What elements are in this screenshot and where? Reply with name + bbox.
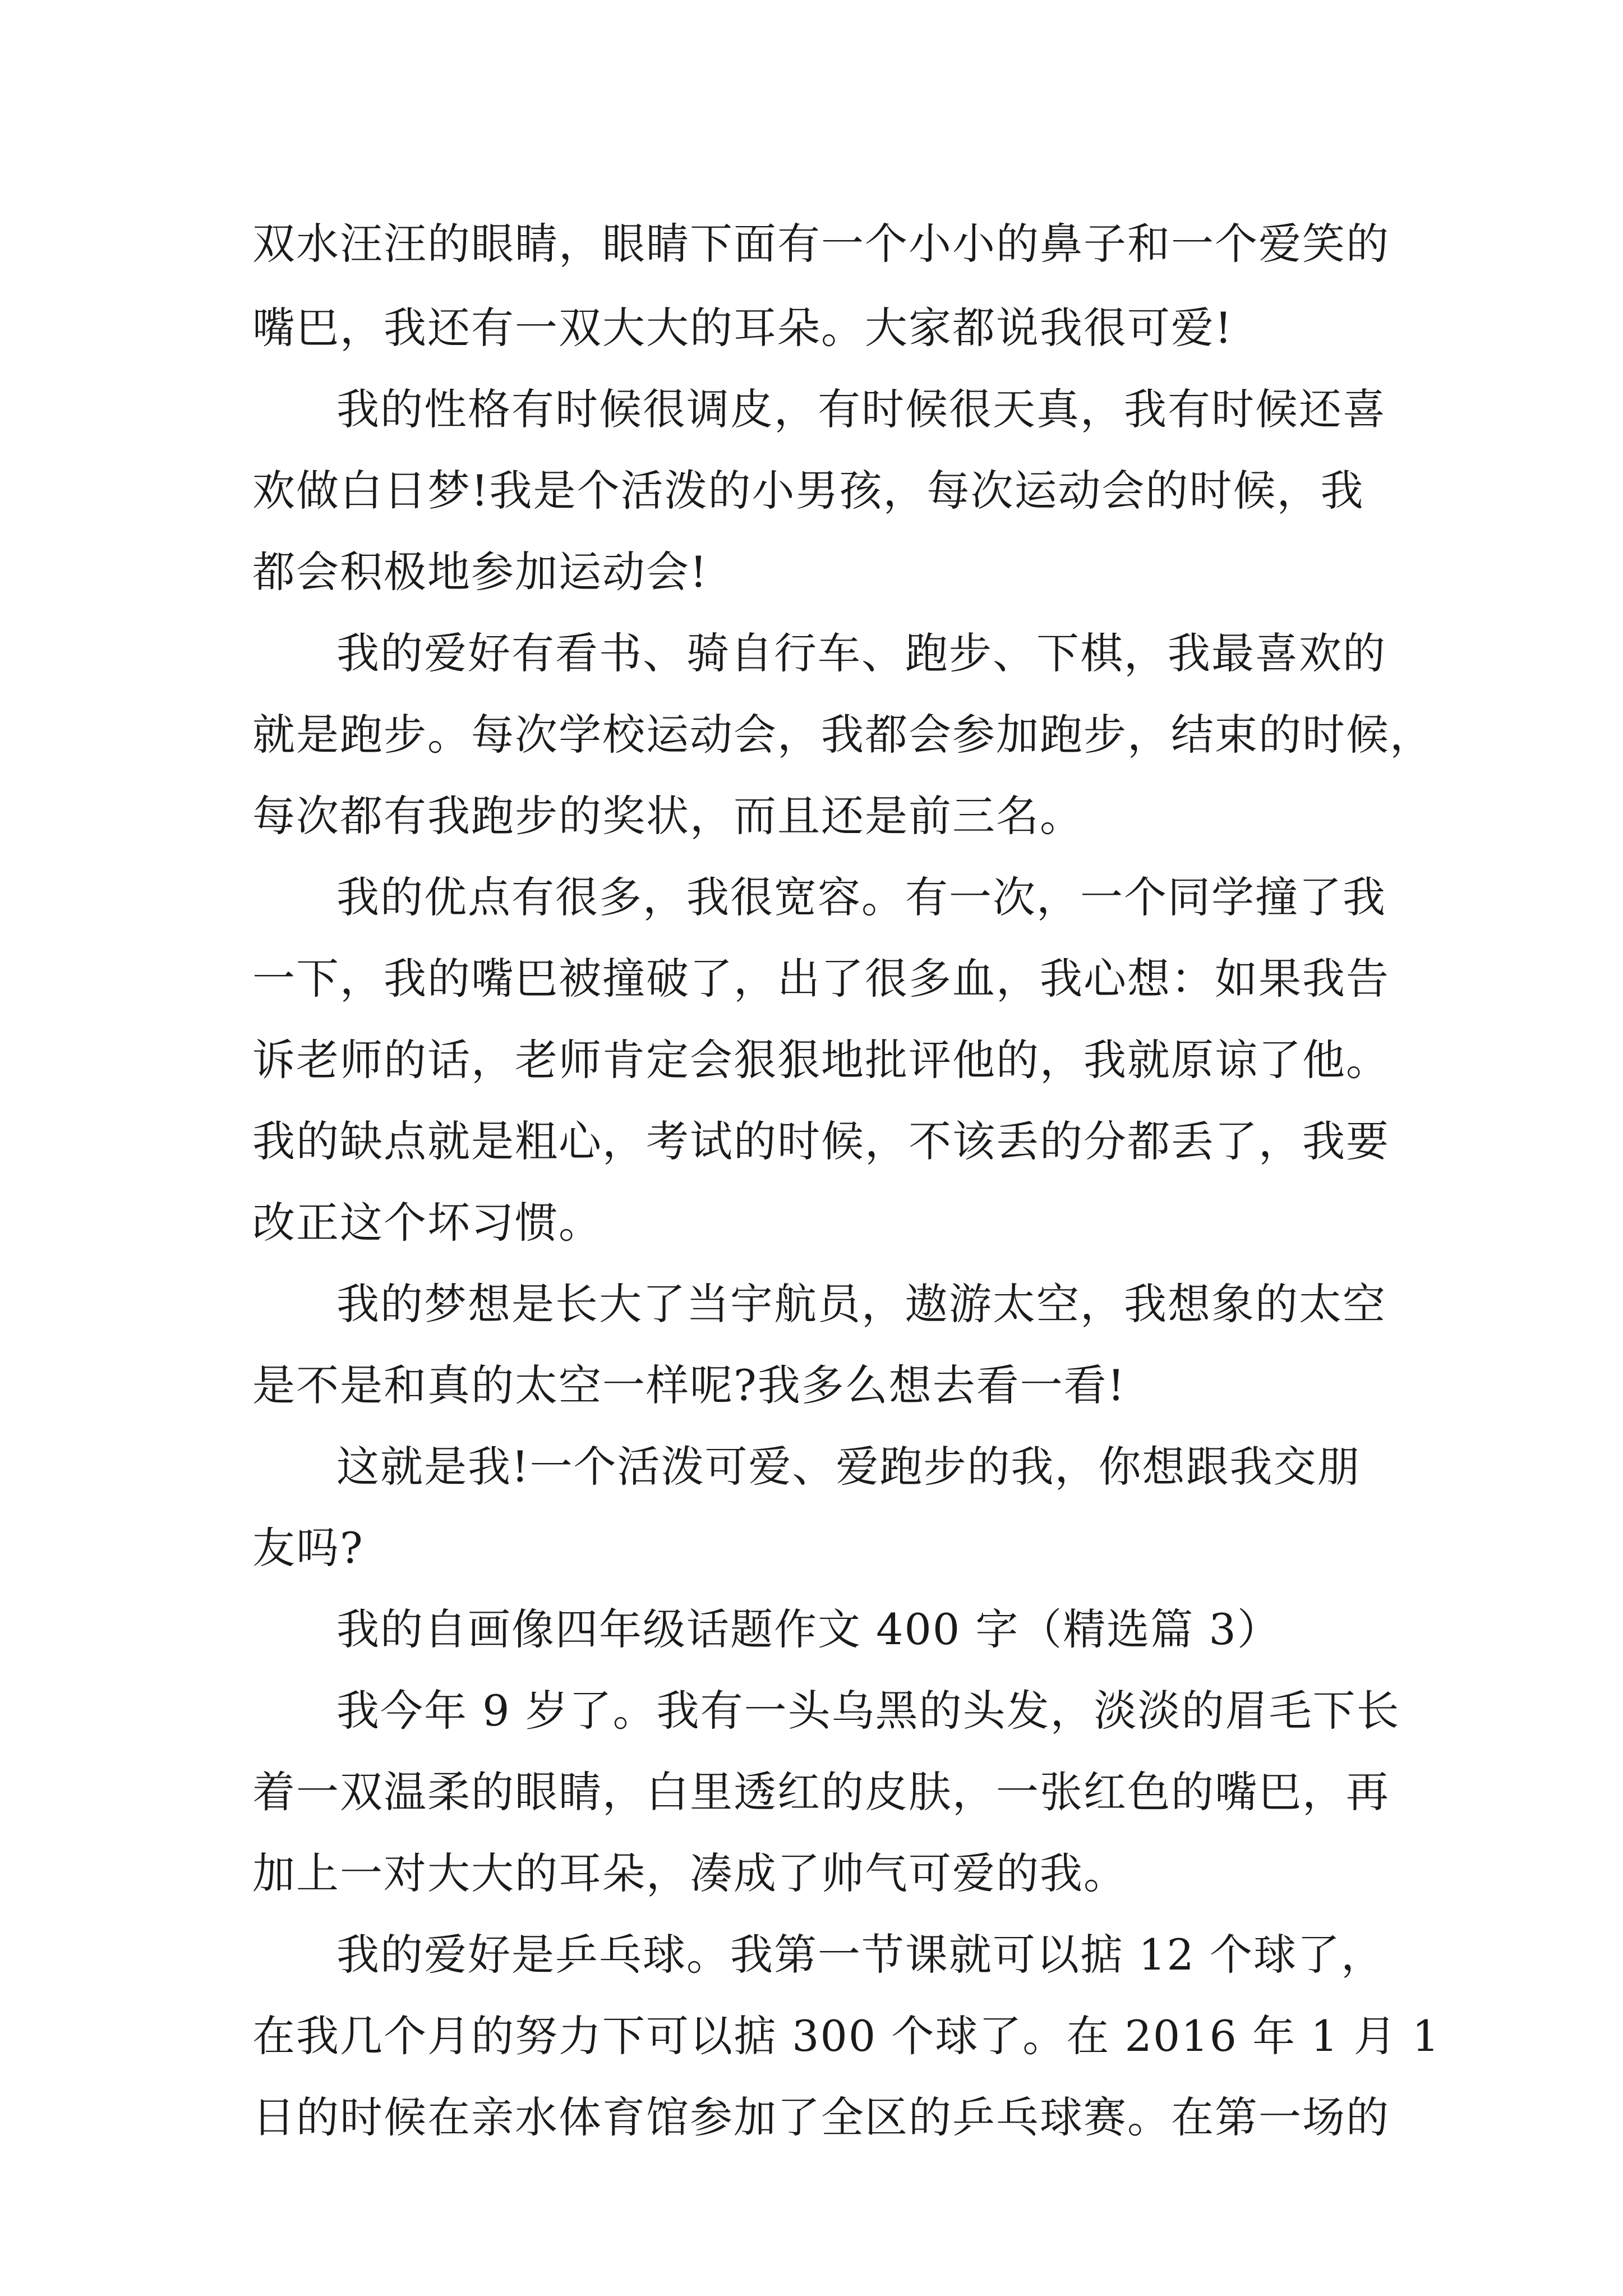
text-line: 欢做白日梦!我是个活泼的小男孩，每次运动会的时候，我	[252, 466, 1364, 516]
text-line: 都会积极地参加运动会!	[252, 547, 708, 597]
text-line: 在我几个月的努力下可以掂 300 个球了。在 2016 年 1 月 1	[252, 2011, 1441, 2061]
text-line: 每次都有我跑步的奖状，而且还是前三名。	[252, 791, 1083, 841]
text-line: 我的性格有时候很调皮，有时候很天真，我有时候还喜	[336, 384, 1386, 434]
text-line: 是不是和真的太空一样呢?我多么想去看一看!	[252, 1360, 1126, 1410]
text-line: 我的爱好是乒乓球。我第一节课就可以掂 12 个球了，	[336, 1930, 1385, 1980]
text-line: 嘴巴，我还有一双大大的耳朵。大家都说我很可爱!	[252, 303, 1233, 353]
text-line: 我今年 9 岁了。我有一头乌黑的头发，淡淡的眉毛下长	[336, 1686, 1400, 1736]
text-line: 双水汪汪的眼睛，眼睛下面有一个小小的鼻子和一个爱笑的	[252, 219, 1390, 269]
text-line: 诉老师的话，老师肯定会狠狠地批评他的，我就原谅了他。	[252, 1035, 1390, 1085]
text-line: 我的梦想是长大了当宇航员，遨游太空，我想象的太空	[336, 1279, 1386, 1329]
text-line: 改正这个坏习惯。	[252, 1198, 602, 1248]
section-heading: 我的自画像四年级话题作文 400 字（精选篇 3）	[336, 1604, 1281, 1654]
text-line: 着一双温柔的眼睛，白里透红的皮肤，一张红色的嘴巴，再	[252, 1767, 1390, 1817]
text-line: 我的优点有很多，我很宽容。有一次，一个同学撞了我	[336, 872, 1386, 922]
text-line: 友吗?	[252, 1523, 364, 1573]
text-line: 一下，我的嘴巴被撞破了，出了很多血，我心想：如果我告	[252, 954, 1390, 1004]
text-line: 我的缺点就是粗心，考试的时候，不该丢的分都丢了，我要	[252, 1116, 1390, 1166]
text-line: 这就是我!一个活泼可爱、爱跑步的我，你想跟我交朋	[336, 1442, 1361, 1492]
text-line: 日的时候在亲水体育馆参加了全区的乒乓球赛。在第一场的	[252, 2092, 1390, 2142]
text-line: 就是跑步。每次学校运动会，我都会参加跑步，结束的时候，	[252, 710, 1433, 760]
text-line: 加上一对大大的耳朵，凑成了帅气可爱的我。	[252, 1848, 1127, 1898]
text-line: 我的爱好有看书、骑自行车、跑步、下棋，我最喜欢的	[336, 628, 1386, 678]
